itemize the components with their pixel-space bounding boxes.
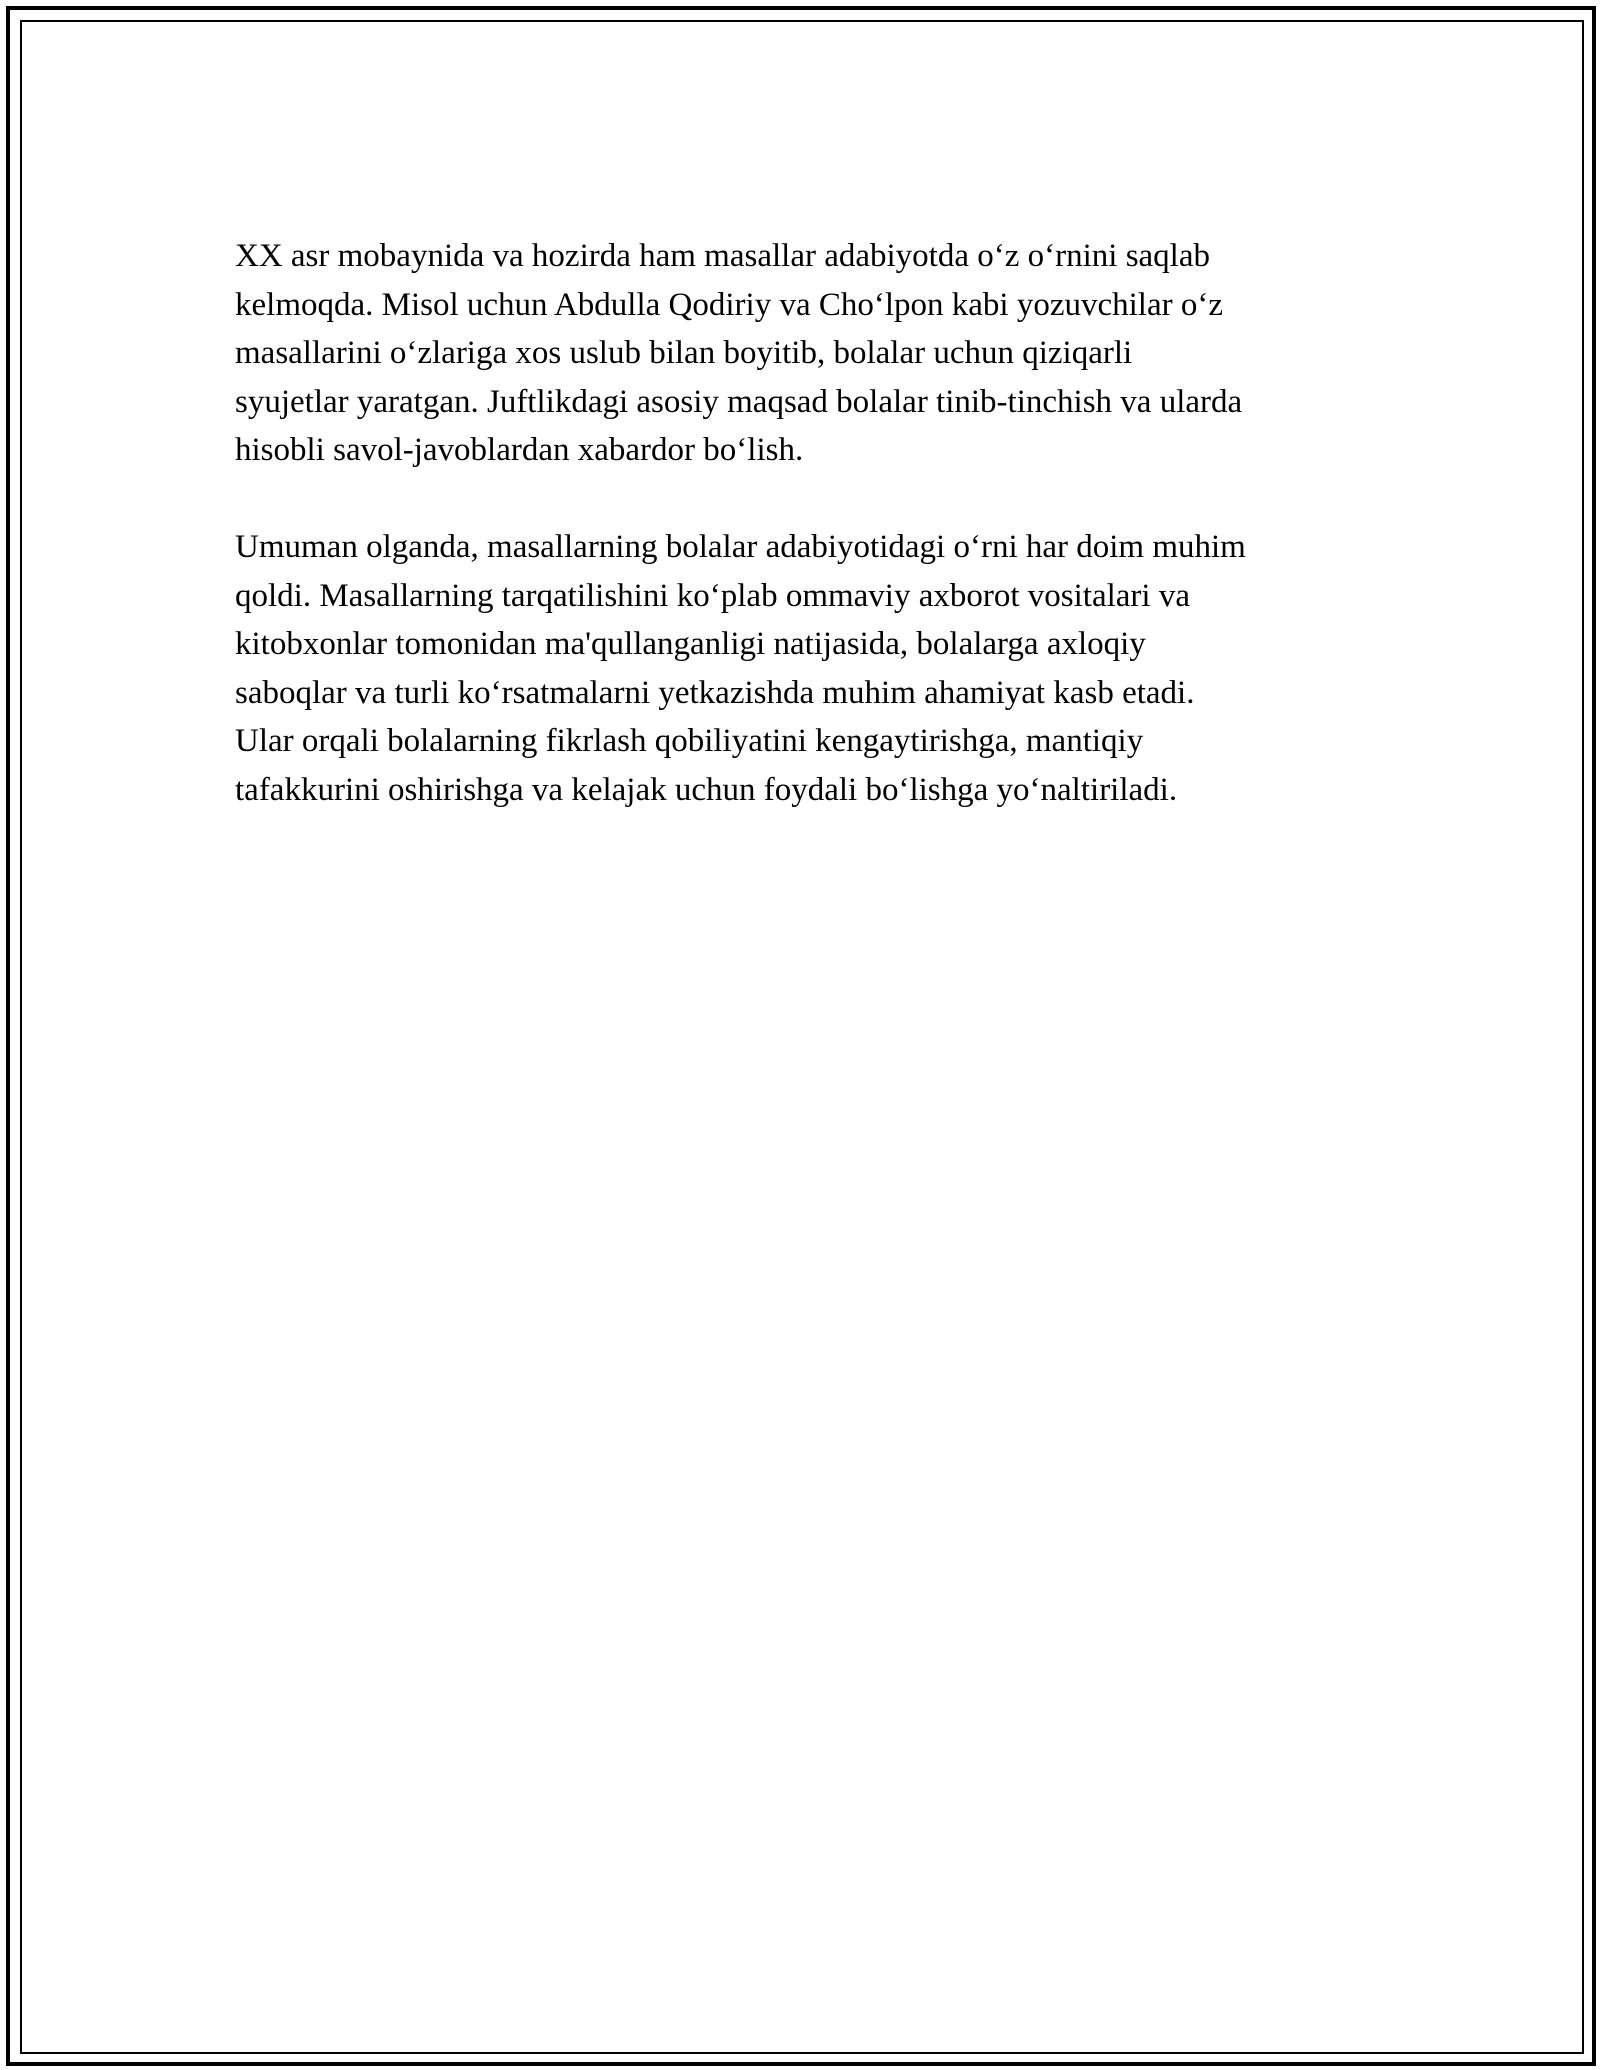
- text-line: Ular orqali bolalarning fikrlash qobiliyatini kengaytirishga, mantiqiy: [235, 723, 1144, 759]
- text-line: qoldi. Masallarning tarqatilishini ko‘plab ommaviy axborot vositalari va: [235, 577, 1190, 614]
- text-line: masallarini o‘zlariga xos uslub bilan boyitib, bolalar uchun qiziqarli: [235, 335, 1133, 371]
- text-line: syujetlar yaratgan. Juftlikdagi asosiy maqsad bolalar tinib-tinchish va ularda: [235, 383, 1243, 420]
- text-line: saboqlar va turli ko‘rsatmalarni yetkazishda muhim ahamiyat kasb etadi.: [235, 674, 1195, 711]
- text-line: hisobli savol-javoblardan xabardor bo‘lish.: [235, 432, 804, 468]
- paragraph-2: [235, 523, 1365, 814]
- text-line: Umuman olganda, masallarning bolalar adabiyotidagi o‘rni har doim muhim: [235, 529, 1246, 565]
- text-line: kelmoqda. Misol uchun Abdulla Qodiriy va Cho‘lpon kabi yozuvchilar o‘z: [235, 286, 1223, 323]
- text-line: XX asr mobaynida va hozirda ham masallar adabiyotda o‘z o‘rnini saqlab: [235, 238, 1210, 274]
- text-line: tafakkurini oshirishga va kelajak uchun foydali bo‘lishga yo‘naltiriladi.: [235, 771, 1178, 808]
- document-body: [235, 232, 1365, 863]
- paragraph-1: [235, 232, 1365, 475]
- text-line: kitobxonlar tomonidan ma'qullanganligi natijasida, bolalarga axloqiy: [235, 626, 1146, 662]
